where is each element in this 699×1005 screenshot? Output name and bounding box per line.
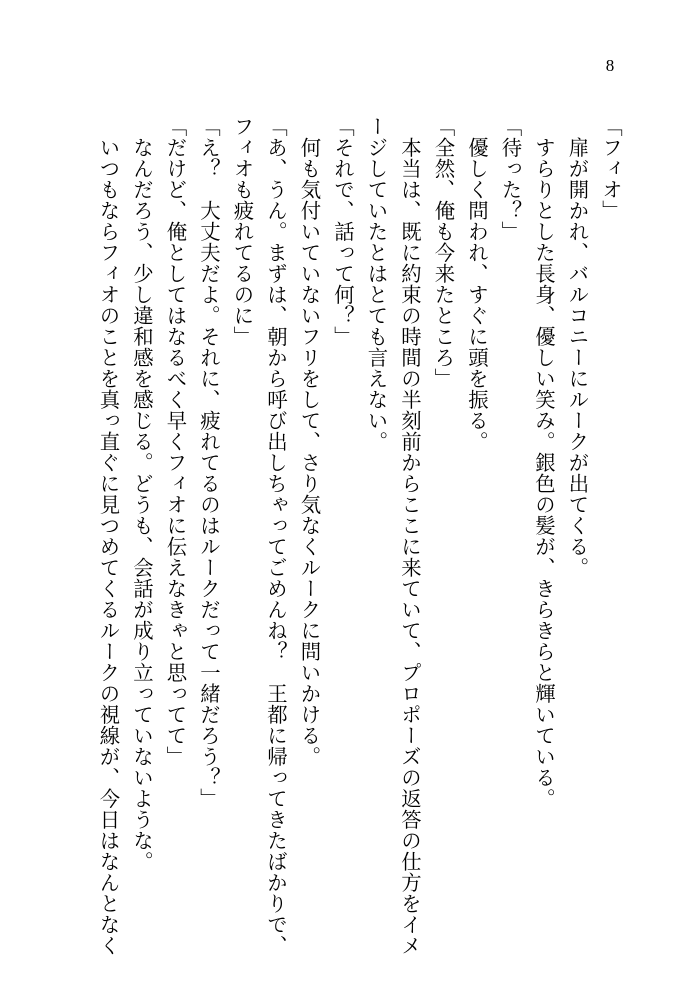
text-line: 「あ、うん。まずは、朝から呼び出しちゃってごめんね？ 王都に帰ってきたばかりで、 [264, 116, 288, 956]
text-line: 「それで、話って何？」 [331, 116, 355, 347]
text-line: 扉が開かれ、バルコニーにルークが出てくる。 [565, 116, 590, 578]
text-line: 「フィオ」 [599, 116, 623, 221]
page-number: 8 [605, 56, 615, 75]
text-line: 「え？ 大丈夫だよ。それに、疲れてるのはルークだって一緒だろう？」 [197, 116, 221, 809]
text-line: 「だけど、俺としてはなるべく早くフィオに伝えなきゃと思ってて」 [163, 116, 188, 767]
text-line: 何も気付いていないフリをして、さり気なくルークに問いかける。 [297, 116, 322, 767]
text-line: 本当は、既に約束の時間の半刻前からここに来ていて、プロポーズの返答の仕方をイメ [398, 116, 422, 956]
vertical-text-body [91, 116, 627, 956]
text-line: 「待った？」 [498, 116, 523, 242]
text-line: ージしていたとはとても言えない。 [364, 116, 389, 452]
text-line: フィオも疲れてるのに」 [230, 116, 255, 347]
text-line: なんだろう、少し違和感を感じる。どうも、会話が成り立っていないような。 [130, 116, 154, 872]
text-line: 「全然、俺も今来たところ」 [431, 116, 456, 389]
text-line: いつもならフィオのことを真っ直ぐに見つめてくるルークの視線が、今日はなんとなく [96, 116, 121, 956]
text-line: 優しく問われ、すぐに頭を振る。 [465, 116, 489, 452]
text-line: すらりとした長身、優しい笑み。銀色の髪が、きらきらと輝いている。 [532, 116, 556, 809]
